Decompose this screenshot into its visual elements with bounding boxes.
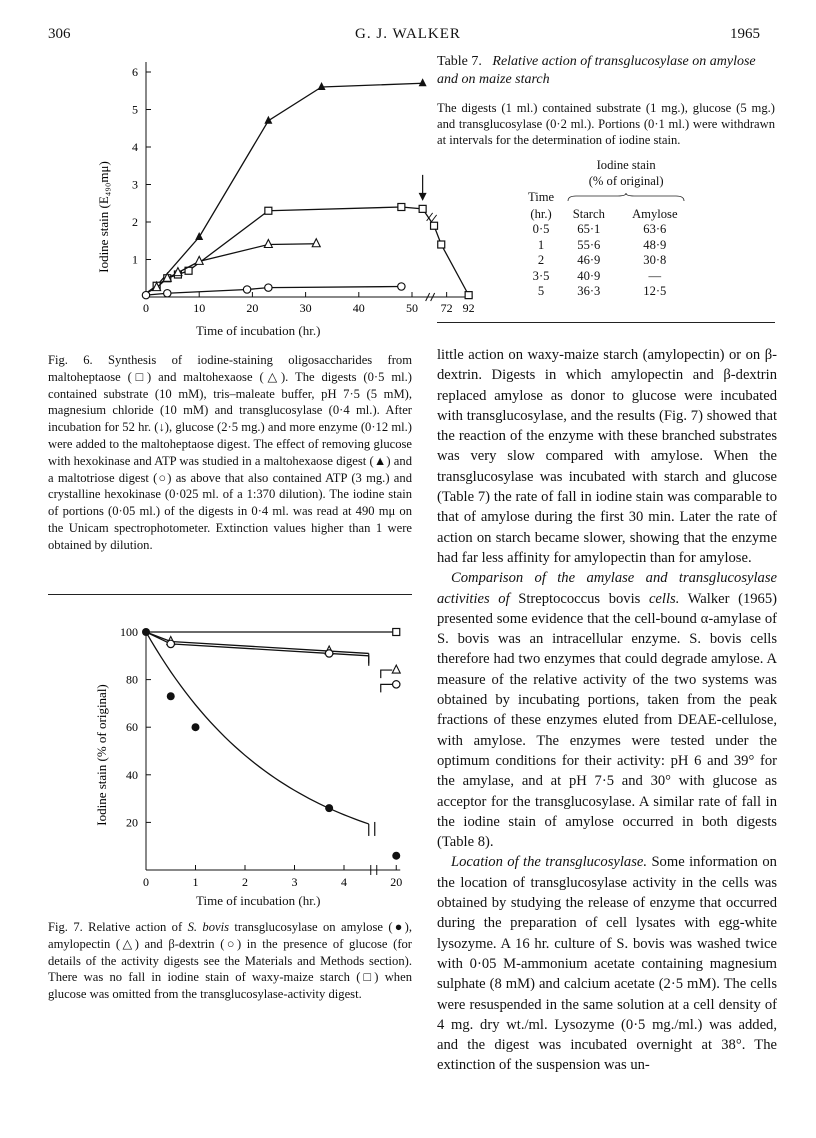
table7-col-starch: Starch <box>572 206 605 221</box>
fig6-data-point <box>312 239 320 247</box>
paragraph-2 <box>437 568 777 852</box>
table-cell: 1 <box>537 237 545 252</box>
paragraph-2-text: Walker (1965) presented some evidence that the cell-bound α-amylase of S. bovis was an intracellular enzyme. S. bovis cells therefore had two enzymes that could degrade amylose. A measure of the relative activity of the two systems was obtained by incubating portions, taken from the peak fractions of these enzymes eluted from DEAE-cellulose, with amylose. The enzymes were tested under the optimum conditions for their activity: pH 6 and 39° for the amylase, and at pH 7·5 and 30° with glucose as acceptor for the transglucosylase. A similar rate of fall in the iodine stain of amylose occurred in both digests (Table 8). <box>437 590 777 851</box>
fig6-series-line <box>146 287 401 296</box>
fig7-series-line <box>146 632 369 653</box>
fig7-caption-rest: transglucosylase on amylose (●), amylopectin (△) and β-dextrin (○) in the presence of glucose (for details of the activity digests see the Materials and Methods section). There was no fall in iodine stain of waxy-maize starch (□) when glucose was omitted from the transglucosylase-activity digest. <box>48 920 412 1002</box>
fig6-data-point <box>419 78 427 86</box>
table-cell: 36·3 <box>577 284 601 298</box>
table7-time-header-2: (hr.) <box>530 206 552 221</box>
table-cell: 63·6 <box>643 222 667 236</box>
fig6-arrow-head <box>419 193 427 201</box>
fig6-x-tick-label: 72 <box>440 301 453 315</box>
fig7-x-tick-label: 20 <box>390 875 403 889</box>
fig6-y-tick-label: 4 <box>132 140 138 154</box>
fig6-y-tick-label: 5 <box>132 102 138 117</box>
fig6-x-tick-label: 50 <box>406 301 418 315</box>
table-cell: 30·8 <box>643 253 667 267</box>
table7-number: Table 7. <box>437 54 482 69</box>
fig6-x-axis-label: Time of incubation (hr.) <box>196 323 321 338</box>
fig6-y-axis-label: Iodine stain (E₄₉₀mμ) <box>96 161 111 273</box>
running-author: G. J. WALKER <box>355 26 461 42</box>
paragraph-1: little action on waxy-maize starch (amylopectin) or on β-dextrin. Digests in which amylopectin and β-dextrin replaced amylose as donor to glucose were incubated with transglucosylase, and the results (Fig. 7) showed that the reaction of the enzyme with these branched substrates was very slow compared with amylose. When the transglucosylase was incubated with starch and glucose (Table 7) the rate of fall in iodine stain was comparable to that of amylose during the first 30 min. Later the rate of action on starch became slower, showing that the enzyme had far less affinity for amylopectin than for amylose. <box>437 347 777 566</box>
fig7-caption-species: S. bovis <box>187 920 229 934</box>
fig6-x-tick-label: 0 <box>143 301 149 315</box>
table-row <box>522 222 692 238</box>
fig7-y-tick-label: 60 <box>126 720 138 735</box>
table7-group-header-2: (% of original) <box>588 173 664 188</box>
fig6-y-tick-label: 2 <box>132 215 138 229</box>
fig6-caption: Fig. 6. Synthesis of iodine-staining oligosaccharides from maltoheptaose (□) and maltohexaose (△). The digests (0·5 ml.) contained substrate (10 mM), tris–maleate buffer, pH 7·5 (5 mM), magnesium chloride (10 mM) and transglucosylase (0·4 ml.). After incubation for 52 hr. (↓), glucose (2·5 mg.) and more enzyme (0·12 ml.) were added to the maltoheptaose digest. The effect of removing glucose with hexokinase and ATP was studied in a maltohexaose digest (▲) and a maltotriose digest (○) as above that also contained ATP (3 mg.) and crystalline hexokinase (0·025 ml. of a 1:370 dilution). The iodine stain of portions (0·05 ml.) of the digests in 0·4 ml. was read at 490 mμ on the Unicam spectrophotometer. Extinction values higher than 1 were obtained by dilution. <box>48 353 412 552</box>
fig6-series-line <box>146 207 469 295</box>
fig7-y-axis-label: Iodine stain (% of original) <box>94 684 109 826</box>
table7-title <box>437 53 777 89</box>
fig7-caption <box>48 919 412 1003</box>
table-cell: 3·5 <box>532 268 550 283</box>
body-right-column <box>437 345 777 1076</box>
fig6-data-point <box>264 240 272 248</box>
fig7-series-line <box>146 632 369 656</box>
fig6-data-point <box>438 241 445 248</box>
fig6-data-point <box>265 207 272 214</box>
fig6-data-point <box>164 290 171 297</box>
fig7-data-point <box>392 852 400 860</box>
paragraph-3-text: Some information on the location of transglucosylase activity in the cells was obtained by studying the release of enzyme that occurred during the preparation of cell lysates with egg-white lysozyme. A 16 hr. culture of S. bovis was washed twice with 0·05 M-ammonium acetate containing magnesium sulphate (8 mM) and calcium acetate (2·5 mM). The cells were resuspended in the same solution at a cell density of 4 mg. dry wt./ml. Lysozyme (0·5 mg./ml.) was added, and the digest was incubated overnight at 38°. The extinction of the suspension was un- <box>437 854 777 1074</box>
table7-group-brace <box>566 194 686 202</box>
fig7-series-line <box>381 670 393 678</box>
fig7-series-line <box>381 684 393 692</box>
table-row <box>522 269 692 285</box>
table7-heading: Relative action of transglucosylase on amylose and on maize starch <box>437 54 756 87</box>
table-cell: 12·5 <box>643 284 667 298</box>
fig6-data-point <box>264 116 272 124</box>
figure-7-chart <box>88 620 418 900</box>
fig6-series-line <box>146 83 423 293</box>
paragraph-2-species: Streptococcus bovis <box>518 590 641 607</box>
fig7-caption-prefix: Fig. 7. Relative action of <box>48 920 188 934</box>
table-divider <box>437 322 775 323</box>
fig6-data-point <box>142 291 149 298</box>
fig7-data-point <box>167 640 174 647</box>
fig7-data-point <box>192 723 200 731</box>
table-row <box>522 238 692 254</box>
figure-divider <box>48 594 412 595</box>
paragraph-3-heading: Location of the transglucosylase. <box>451 854 648 871</box>
table-cell: 48·9 <box>643 237 667 252</box>
table7-note: The digests (1 ml.) contained substrate (1 mg.), glucose (5 mg.) and transglucosylase (0·2 ml.). Portions (0·1 ml.) were withdrawn at intervals for the determination of iodine stain. <box>437 101 775 147</box>
table-cell: 46·9 <box>577 253 601 267</box>
fig6-data-point <box>398 283 405 290</box>
fig7-x-tick-label: 4 <box>341 875 347 889</box>
fig7-y-tick-label: 80 <box>126 672 138 687</box>
fig7-x-axis-label: Time of incubation (hr.) <box>196 893 321 908</box>
fig6-y-tick-label: 1 <box>132 252 138 267</box>
fig7-data-point <box>142 628 150 636</box>
table-row <box>522 284 692 300</box>
fig6-data-point <box>243 286 250 293</box>
fig6-y-tick-label: 6 <box>132 65 138 79</box>
fig6-data-point <box>419 205 426 212</box>
fig7-data-point <box>392 665 400 673</box>
fig7-data-point <box>325 650 332 657</box>
fig7-x-tick-label: 3 <box>291 875 298 889</box>
fig7-y-tick-label: 40 <box>126 767 138 782</box>
table7 <box>522 158 692 300</box>
fig7-data-point <box>393 681 400 688</box>
table-cell: 5 <box>537 284 545 298</box>
fig7-y-tick-label: 100 <box>120 625 138 639</box>
fig7-data-point <box>325 804 333 812</box>
fig6-y-tick-label: 3 <box>132 177 138 192</box>
table-cell: 55·6 <box>577 237 601 252</box>
fig6-x-tick-label: 92 <box>462 301 475 315</box>
table-cell: 0·5 <box>532 222 550 236</box>
fig6-x-tick-label: 20 <box>246 301 259 315</box>
fig7-x-tick-label: 1 <box>192 875 199 889</box>
paragraph-2-heading-end: cells. <box>648 590 680 607</box>
fig6-data-point <box>318 82 326 90</box>
table-row <box>522 253 692 269</box>
fig6-data-point <box>398 204 405 211</box>
fig6-x-tick-label: 10 <box>193 301 206 315</box>
fig7-x-tick-label: 0 <box>143 875 149 889</box>
table-cell: 40·9 <box>577 268 601 283</box>
running-year: 1965 <box>730 26 760 42</box>
table7-col-amylose: Amylose <box>632 206 678 221</box>
fig7-x-tick-label: 2 <box>242 875 248 889</box>
fig7-y-tick-label: 20 <box>126 815 138 830</box>
page-number: 306 <box>48 26 71 42</box>
fig6-x-tick-label: 30 <box>299 301 312 315</box>
fig7-data-point <box>167 692 175 700</box>
paragraph-2-heading: Comparison of the amylase and transglucosylase activities of <box>437 570 777 607</box>
table7-time-header-1: Time <box>528 190 555 204</box>
table7-group-header-1: Iodine stain <box>596 158 656 172</box>
fig6-data-point <box>265 284 272 291</box>
fig7-series-line <box>146 632 369 824</box>
table-cell: 2 <box>537 253 545 267</box>
paragraph-3 <box>437 852 777 1075</box>
fig6-x-tick-label: 40 <box>352 301 365 315</box>
fig7-data-point <box>393 629 400 636</box>
fig6-data-point <box>431 222 438 229</box>
table-cell: — <box>648 268 662 283</box>
table-cell: 65·1 <box>577 222 601 236</box>
fig6-data-point <box>465 292 472 299</box>
